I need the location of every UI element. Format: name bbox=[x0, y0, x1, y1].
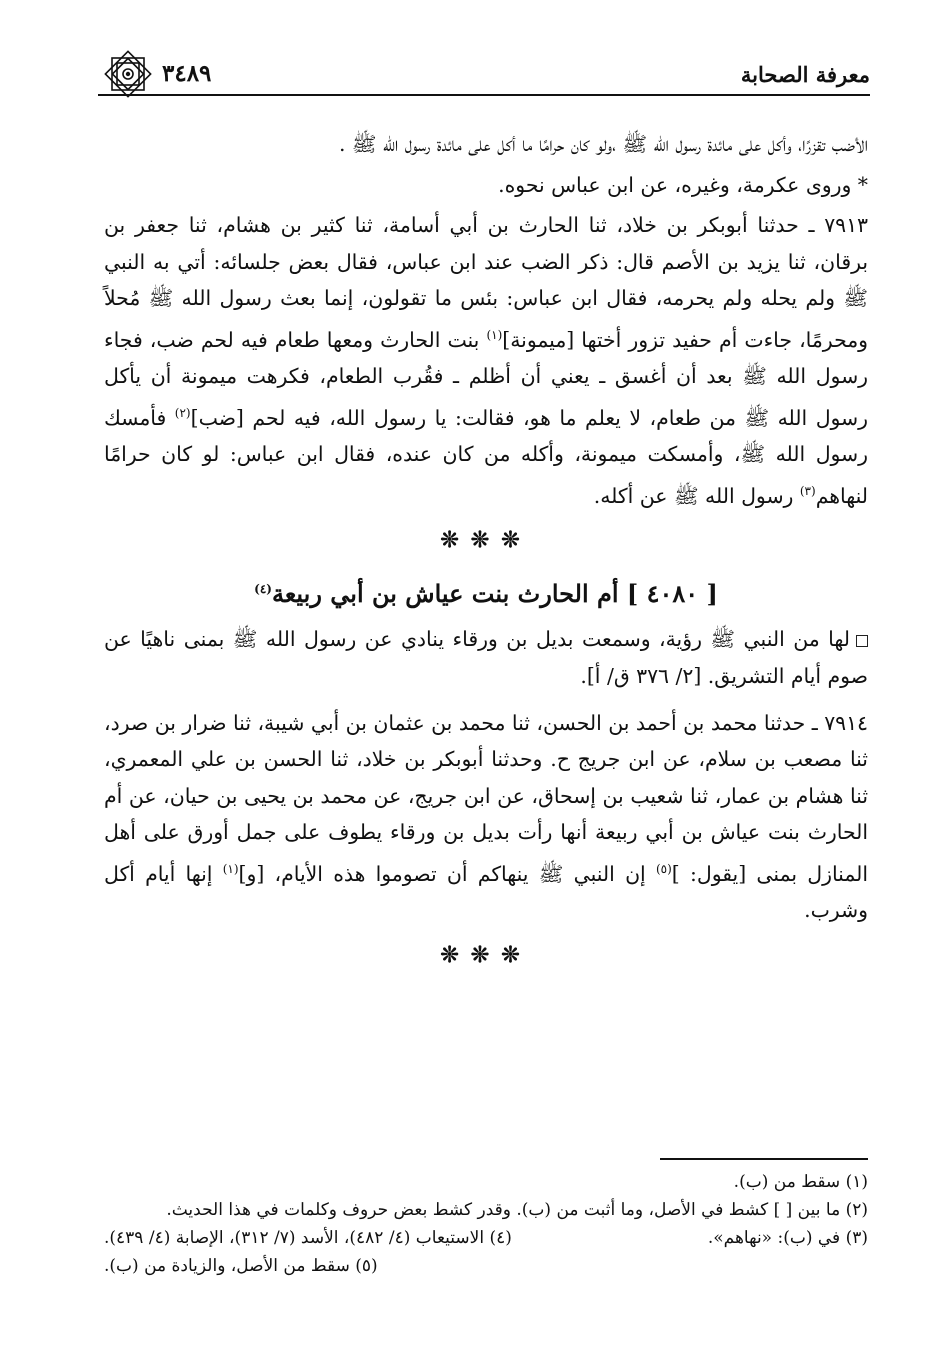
section-divider: ❊❊❊ bbox=[440, 527, 532, 554]
header-rule bbox=[98, 94, 870, 96]
page-number: ٣٤٨٩ bbox=[162, 60, 212, 87]
footnote: (٣) في (ب): «نهاهم». bbox=[707, 1228, 868, 1248]
footnote-ref: (١) bbox=[486, 327, 503, 342]
page-header bbox=[98, 58, 870, 94]
square-bullet-icon bbox=[856, 635, 868, 647]
paragraph: الأضب تقزرًا، وأكل على مائدة رسول الله ﷺ ،ولو كان حرامًا ما أكل على مائدة رسول الله ﷺ . bbox=[338, 132, 868, 156]
entry-summary: لها من النبي ﷺ رؤية، وسمعت بديل بن ورقاء ينادي عن رسول الله ﷺ بمنى ناهيًا عن صوم أيام التشريق. [٢/ ٣٧٦ ق/ أ]. bbox=[104, 627, 868, 688]
main-text bbox=[104, 126, 868, 977]
footnote-ref: (٥) bbox=[655, 861, 672, 876]
footnote: (٤) الاستيعاب (٤/ ٤٨٢)، الأسد (٧/ ٣١٢)، الإصابة (٤/ ٤٣٩). bbox=[104, 1228, 512, 1248]
footnote-ref: (٢) bbox=[174, 405, 191, 420]
footnote: (٢) ما بين [ ] كشط في الأصل، وما أثبت من (ب). وقدر كشط بعض حروف وكلمات في هذا الحديث. bbox=[166, 1200, 868, 1220]
footnote-ref: (١) bbox=[222, 861, 239, 876]
entry-heading: [ ٤٠٨٠ ] أم الحارث بنت عياش بن أبي ربيعة$^{(٤)}$ bbox=[254, 579, 718, 609]
footnote-ref: (٤) bbox=[254, 582, 272, 597]
footnote: (٥) سقط من الأصل، والزيادة من (ب). bbox=[104, 1256, 378, 1276]
footnote-rule bbox=[660, 1158, 868, 1160]
footnotes bbox=[104, 1168, 868, 1280]
hadith-7913: ٧٩١٣ ـ حدثنا أبوبكر بن خلاد، ثنا الحارث بن أبي أسامة، ثنا كثير بن هشام، ثنا جعفر بن برقان، ثنا يزيد بن الأصم قال: ذكر الضب عند ابن عباس، فقال بعض جلسائه: أتي به النبي ﷺ ولم يحله ولم يحرمه، فقال ابن عباس: بئس ما تقولون، إنما بعث رسول الله ﷺ مُحلاً ومحرمًا، جاءت أم حفيد تزور أختها [ميمونة]$^{(١)}$ بنت الحارث ومعها طعام فيه لحم ضب، فجاء رسول الله ﷺ بعد أن أغسق ـ يعني أن أظلم ـ فقُرب الطعام، فكرهت ميمونة أن يأكل رسول الله ﷺ من طعام، لا يعلم ما هو، فقالت: يا رسول الله، فيه لحم [ضب]$^{(٢)}$ فأمسك رسول الله ﷺ، وأمسكت ميمونة، وأكله من كان عنده، فقال ابن عباس: لو كان حرامًا لنهاهم$^{(٣)}$ رسول الله ﷺ عن أكله. bbox=[104, 213, 868, 508]
footnote-ref: (٣) bbox=[799, 483, 816, 498]
hadith-7914: ٧٩١٤ ـ حدثنا محمد بن أحمد بن الحسن، ثنا محمد بن عثمان بن أبي شيبة، ثنا ضرار بن صرد، ثنا مصعب بن سلام، عن ابن جريج ح. وحدثنا أبوبكر بن خلاد، ثنا الحسن بن علي المعمري، ثنا هشام بن عمار، ثنا شعيب بن إسحاق، عن ابن جريج، عن محمد بن يحيى بن حيان، عن أم الحارث بنت عياش بن أبي ربيعة أنها رأت بديل بن ورقاء يطوف على جمل أورق على أهل المنازل بمنى [يقول: ]$^{(٥)}$ إن النبي ﷺ ينهاكم أن تصوموا هذه الأيام، [و]$^{(١)}$ إنها أيام أكل وشرب. bbox=[104, 710, 868, 923]
section-divider: ❊❊❊ bbox=[440, 941, 532, 968]
book-title: معرفة الصحابة bbox=[740, 62, 870, 87]
footnote: (١) سقط من (ب). bbox=[733, 1172, 868, 1192]
paragraph: * وروى عكرمة، وغيره، عن ابن عباس نحوه. bbox=[498, 172, 868, 197]
